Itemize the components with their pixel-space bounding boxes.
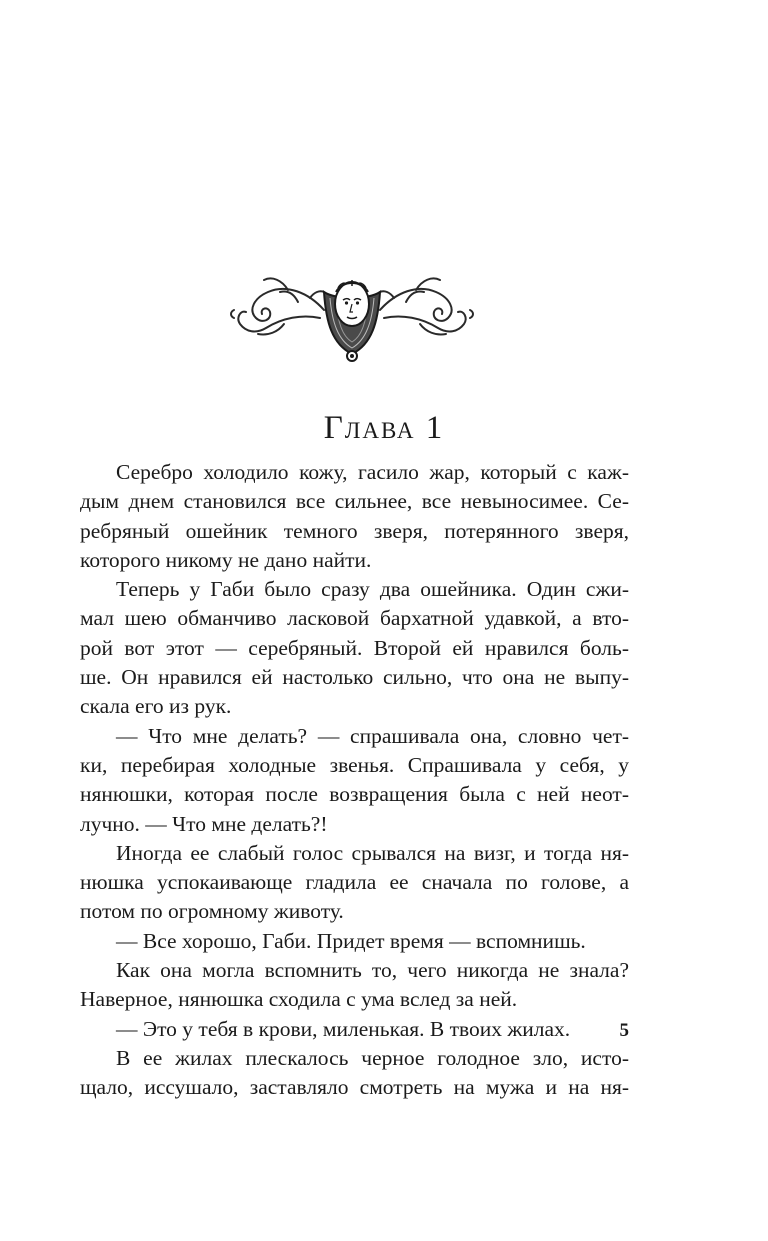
text-line: Теперь у Габи было сразу два ошейника. Один сжи-	[116, 577, 629, 602]
body-text	[80, 458, 629, 1103]
text-line: щало, иссушало, заставляло смотреть на мужа и на ня-	[80, 1075, 629, 1100]
text-line: — Что мне делать? — спрашивала она, словно чет-	[116, 723, 629, 748]
text-line: ки, перебирая холодные звенья. Спрашивала у себя, у	[80, 752, 629, 777]
text-line: — Все хорошо, Габи. Придет время — вспомнишь.	[116, 928, 586, 953]
text-line: потом по огромному животу.	[80, 899, 344, 924]
text-line: нянюшки, которая после возвращения была с ней неот-	[80, 782, 629, 807]
text-line: нюшка успокаивающе гладила ее сначала по голове, а	[80, 870, 629, 895]
chapter-ornament-icon	[228, 262, 476, 362]
text-line: Иногда ее слабый голос срывался на визг, и тогда ня-	[116, 840, 629, 865]
text-line: скала его из рук.	[80, 694, 232, 719]
chapter-title: Глава 1	[323, 410, 445, 446]
text-line: В ее жилах плескалось черное голодное зло, исто-	[116, 1045, 629, 1070]
text-line: Серебро холодило кожу, гасило жар, который с каж-	[116, 460, 629, 484]
page-number: 5	[619, 1020, 629, 1041]
text-line: дым днем становился все сильнее, все невыносимее. Се-	[80, 489, 629, 514]
text-line: Наверное, нянюшка сходила с ума вслед за ней.	[80, 987, 518, 1012]
text-line: — Это у тебя в крови, миленькая. В твоих жилах.	[116, 1016, 571, 1041]
text-line: мал шею обманчиво ласковой бархатной удавкой, а вто-	[80, 606, 629, 631]
text-line: лучно. — Что мне делать?!	[80, 811, 328, 836]
text-line: ше. Он нравился ей настолько сильно, что она не выпу-	[80, 665, 629, 690]
text-line: которого никому не дано найти.	[80, 547, 372, 572]
text-line: ребряный ошейник темного зверя, потерянного зверя,	[80, 518, 629, 543]
text-line: Как она могла вспомнить то, чего никогда не знала?	[116, 958, 629, 983]
text-line: рой вот этот — серебряный. Второй ей нравился боль-	[80, 635, 629, 660]
